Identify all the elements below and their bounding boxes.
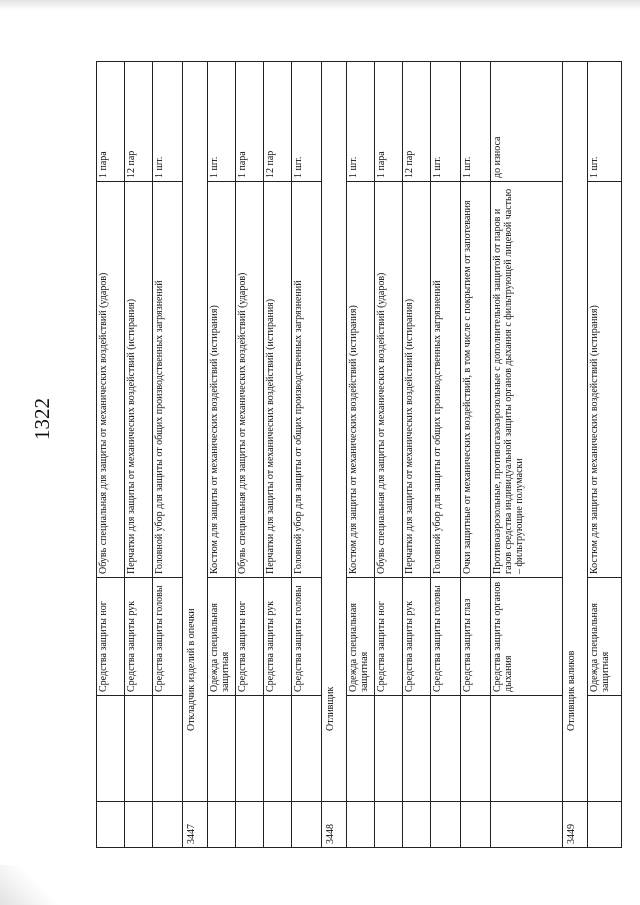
profession-row-3449 [563,62,588,848]
page-number: 1322 [30,398,54,440]
ppe-type-cell: Средства защиты головы [292,578,322,696]
scan-corner-shadow [0,865,60,905]
profession-cell [461,696,491,802]
scan-top-edge [0,0,640,10]
table-row [125,62,153,848]
num-cell [292,802,322,848]
table-row [375,62,403,848]
num-cell [125,802,153,848]
ppe-type-cell: Средства защиты ног [375,578,403,696]
profession-cell [431,696,461,802]
ppe-description-cell: Костюм для защиты от механических воздействий (истирания) [588,182,622,578]
table-row [588,62,622,848]
ppe-norm-cell: 1 шт. [461,62,491,182]
ppe-description-cell: Костюм для защиты от механических воздействий (истирания) [208,182,236,578]
profession-cell [153,696,183,802]
ppe-norm-cell: 12 пар [403,62,431,182]
num-cell [236,802,264,848]
num-cell [588,802,622,848]
ppe-description-cell: Противоаэрозольные, противогазоаэрозольные с дополнительной защитой от паров и газов средства индивидуальной защиты органов дыхания с фильтрующей лицевой частью – фильтрующие полумаски [491,182,563,578]
profession-row-3448 [322,62,347,848]
profession-title [183,62,208,802]
ppe-norms-table-wrapper [96,62,612,848]
profession-cell [588,696,622,802]
profession-cell [491,696,563,802]
num-cell [403,802,431,848]
profession-cell [97,696,125,802]
table-row [431,62,461,848]
ppe-norm-cell: 1 шт. [208,62,236,182]
profession-title [563,62,588,802]
num-cell [461,802,491,848]
ppe-norm-cell: 1 шт. [153,62,183,182]
profession-cell [403,696,431,802]
ppe-description-cell: Головной убор для защиты от общих производственных загрязнений [292,182,322,578]
profession-cell [264,696,292,802]
ppe-type-cell: Средства защиты рук [264,578,292,696]
profession-number: 3447 [183,802,208,848]
ppe-type-cell: Одежда специальная защитная [347,578,375,696]
profession-cell [292,696,322,802]
ppe-description-cell: Обувь специальная для защиты от механических воздействий (ударов) [375,182,403,578]
ppe-norm-cell: 1 шт. [292,62,322,182]
profession-cell [208,696,236,802]
num-cell [264,802,292,848]
profession-title-text: Отливщик валиков [566,650,577,731]
table-row [292,62,322,848]
ppe-type-cell: Средства защиты головы [153,578,183,696]
ppe-type-cell: Средства защиты рук [403,578,431,696]
profession-cell [347,696,375,802]
ppe-norm-cell: 1 шт. [347,62,375,182]
table-row [236,62,264,848]
ppe-norm-cell: 12 пар [125,62,153,182]
table-row [264,62,292,848]
ppe-type-cell: Средства защиты головы [431,578,461,696]
ppe-type-cell: Средства защиты рук [125,578,153,696]
table-row [403,62,431,848]
profession-row-3447 [183,62,208,848]
ppe-norms-table [96,61,622,848]
ppe-type-cell: Одежда специальная защитная [208,578,236,696]
num-cell [208,802,236,848]
ppe-description-cell: Обувь специальная для защиты от механических воздействий (ударов) [236,182,264,578]
ppe-type-cell: Средства защиты органов дыхания [491,578,563,696]
ppe-type-cell: Средства защиты глаз [461,578,491,696]
ppe-type-cell: Средства защиты ног [236,578,264,696]
ppe-description-cell: Головной убор для защиты от общих производственных загрязнений [153,182,183,578]
profession-number: 3449 [563,802,588,848]
table-row [347,62,375,848]
profession-cell [125,696,153,802]
table-row [153,62,183,848]
num-cell [375,802,403,848]
table-row [461,62,491,848]
profession-title-text: Отливщик [325,686,336,731]
ppe-norm-cell: 12 пар [264,62,292,182]
profession-title-text: Откладчик изделий в опечки [186,608,197,731]
ppe-type-cell: Средства защиты ног [97,578,125,696]
ppe-description-cell: Головной убор для защиты от общих производственных загрязнений [431,182,461,578]
ppe-norm-cell: 1 шт. [431,62,461,182]
num-cell [153,802,183,848]
ppe-description-cell: Перчатки для защиты от механических воздействий (истирания) [264,182,292,578]
num-cell [347,802,375,848]
ppe-norm-cell: до износа [491,62,563,182]
table-row [97,62,125,848]
ppe-norm-cell: 1 шт. [588,62,622,182]
ppe-description-cell: Костюм для защиты от механических воздействий (истирания) [347,182,375,578]
profession-title [322,62,347,802]
profession-cell [375,696,403,802]
num-cell [431,802,461,848]
num-cell [97,802,125,848]
ppe-type-cell: Одежда специальная защитная [588,578,622,696]
profession-cell [236,696,264,802]
ppe-norm-cell: 1 пара [236,62,264,182]
profession-number: 3448 [322,802,347,848]
ppe-description-cell: Очки защитные от механических воздействий, в том числе с покрытием от запотевания [461,182,491,578]
table-row [491,62,563,848]
ppe-norm-cell: 1 пара [375,62,403,182]
ppe-description-cell: Обувь специальная для защиты от механических воздействий (ударов) [97,182,125,578]
ppe-norm-cell: 1 пара [97,62,125,182]
ppe-description-cell: Перчатки для защиты от механических воздействий (истирания) [403,182,431,578]
ppe-description-cell: Перчатки для защиты от механических воздействий (истирания) [125,182,153,578]
table-row [208,62,236,848]
num-cell [491,802,563,848]
